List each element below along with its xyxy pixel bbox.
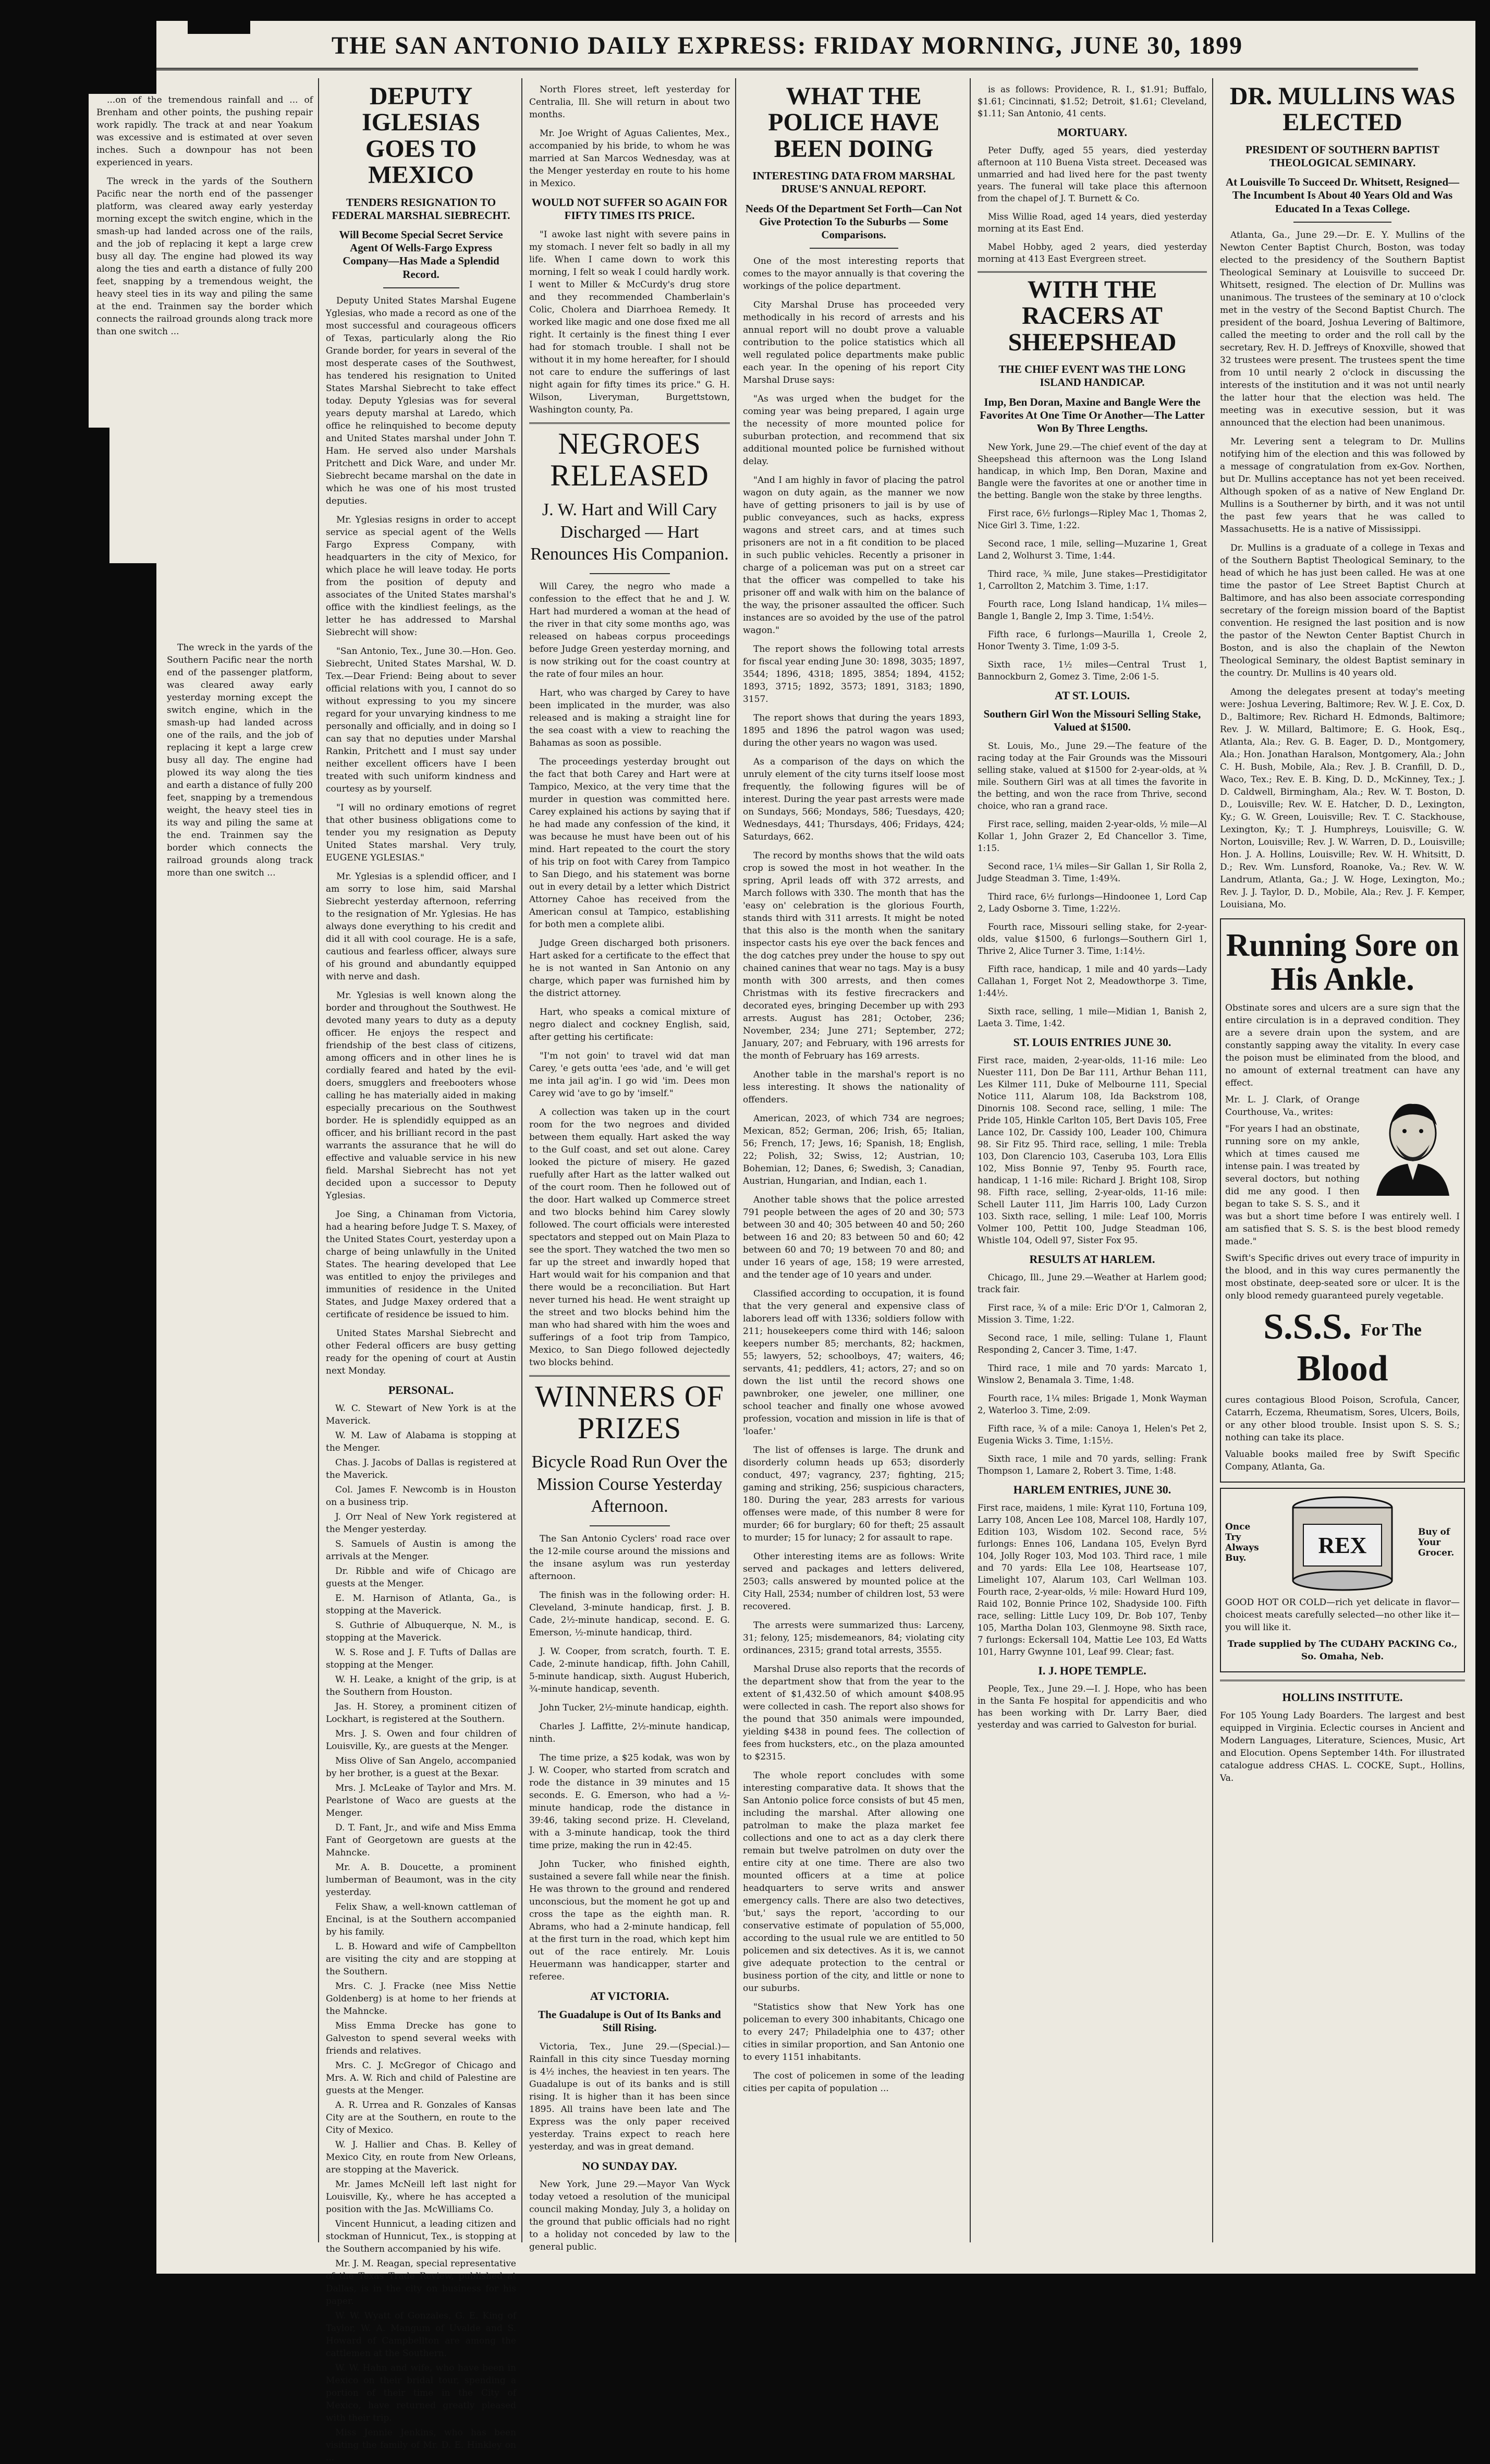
personal-item: Vincent Hunnicut, a leading citizen and stockman of Hunnicut, Tex., is stopping at the Southern accompanied by his wife. [326, 2218, 516, 2254]
deck-secondary: Imp, Ben Doran, Maxine and Bangle Were the Favorites At One Time Or Another—The Latter Won By Three Lengths. [980, 395, 1205, 434]
article-paragraph: Charles J. Laffitte, 2½-minute handicap, ninth. [529, 1721, 730, 1744]
personal-item: E. M. Harnison of Atlanta, Ga., is stopping at the Maverick. [326, 1593, 516, 1616]
personal-item: Mrs. C. J. McGregor of Chicago and Mrs. A. W. Rich and child of Palestine are guests at the Menger. [326, 2060, 516, 2096]
article-paragraph: The whole report concludes with some interesting comparative data. It shows that the San Antonio police force consists of but 45 men, including the marshal. After allowing one patrolman to make the plaza market fee collections and one to act as a day clerk there remain but twelve patrolmen on duty over the entire city at one time. There are also two mounted officers at a time at police headquarters to serve writs and answer emergency calls. There are also two detectives, 'but,' says the report, 'according to our conservative estimate of population of 55,000, according to the usual rule we are entitled to 50 policemen and six detectives. As it is, we cannot give adequate protection to the central or business portion of the city, and little or none to our suburbs. [743, 1770, 964, 1994]
deck: The Guadalupe is Out of Its Banks and Still Rising. [538, 2008, 721, 2034]
article-paragraph: Atlanta, Ga., June 29.—Dr. E. Y. Mullins of the Newton Center Baptist Church, Boston, was today elected to the presidency of the Southern Baptist Theological Seminary at Louisville to succeed Dr. Whitsett, resigned. The election of Dr. Mullins was unanimous. The trustees of the seminary at 10 o'clock met in the vestry of the Second Baptist Church. The president of the board, Joshua Levering of Baltimore, called the meeting to order and the roll call by the secretary, Rev. H. D. Jeffreys of Knoxville, showed that 32 trustees were present. The trustees spent the time from 10 until nearly 2 o'clock in discussing the interests of the institution and it was not until nearly the latter hour that the election was held. The meeting was in executive session, but it was announced that the election had been unanimous. [1220, 229, 1465, 428]
article-paragraph: Hart, who speaks a comical mixture of negro dialect and cockney English, said, after getting his certificate: [529, 1006, 730, 1042]
section-heading: RESULTS AT HARLEM. [1029, 1253, 1155, 1266]
personal-item: S. Samuels of Austin is among the arrivals at the Menger. [326, 1538, 516, 1562]
obituary: Peter Duffy, aged 55 years, died yesterday afternoon at 110 Buena Vista street. Deceased was unmarried and had lived here for the past twenty years. The funeral will take place this afternoon from the chapel of J. T. Burnett & Co. [978, 145, 1207, 203]
can-label: REX [1318, 1532, 1367, 1558]
divider [590, 1525, 670, 1526]
article-paragraph: United States Marshal Siebrecht and other Federal officers are busy getting ready for the opening of court at Austin next Monday. [326, 1328, 516, 1376]
ad-text: cures contagious Blood Poison, Scrofula, Cancer, Catarrh, Eczema, Rheumatism, Sores, Ulcers, Boils, or any other blood trouble. Insist upon S. S. S.; nothing can take its place. [1225, 1394, 1460, 1443]
article-paragraph: One of the most interesting reports that comes to the mayor annually is that covering the workings of the police department. [743, 256, 964, 292]
article-paragraph: ...on of the tremendous rainfall and ... of Brenham and other points, the pushing repair work rapidly. The track at and near Yoakum was excessive and is estimated at over seven inches. Such a downpour has not been experienced in years. [96, 95, 313, 168]
article-paragraph: Judge Green discharged both prisoners. Hart asked for a certificate to the effect that he is not wanted in San Antonio on any charge, which paper was furnished him by the district attorney. [529, 938, 730, 999]
article-paragraph: Joe Sing, a Chinaman from Victoria, had a hearing before Judge T. S. Maxey, of the United States Court, yesterday upon a charge of being unlawfully in the United States. The hearing developed that Lee was entitled to enjoy the privileges and immunities of residence in the United States, and Judge Maxey ordered that a certificate of residence be issued to him. [326, 1209, 516, 1320]
article-paragraph: Another table shows that the police arrested 791 people between the ages of 20 and 30; 573 between 30 and 40; 305 between 40 and 50; 260 between 16 and 20; 83 between 50 and 60; 42 between 60 and 70; 19 between 70 and 80; and under 16 years of age, 158; 19 were arrested, and the tender age of 10 years and under. [743, 1195, 964, 1281]
personal-item: Chas. J. Jacobs of Dallas is registered at the Maverick. [326, 1457, 516, 1480]
article-paragraph: "I will no ordinary emotions of regret that other business obligations come to tender you my resignation as Deputy United States marshal. Very truly, EUGENE YGLESIAS." [326, 802, 516, 863]
headline: WITH THE RACERS AT SHEEPSHEAD [1008, 276, 1177, 356]
article-paragraph: The report shows the following total arrests for fiscal year ending June 30: 1898, 3035; 1897, 3544; 1896, 4318; 1895, 3854; 1894, 4152; 1893, 3715; 1892, 3573; 1891, 3183; 1890, 3157. [743, 644, 964, 705]
ad-text: For 105 Young Lady Boarders. The largest and best equipped in Virginia. Eclectic courses in Ancient and Modern Languages, Literature, Sciences, Music, Art and Elocution. Opens September 14th. For illustrated catalogue address CHAS. L. COCKE, Supt., Hollins, Va. [1220, 1710, 1465, 1783]
personal-item: W. W. Wyatt of Gonzales, G. E. King of Taylor, W. A. Mangum of Uvalde and S. Howard of Campbellton are among the cattlemen at the Southern. [326, 2310, 516, 2359]
article-paragraph: "San Antonio, Tex., June 30.—Hon. Geo. Siebrecht, United States Marshal, W. D. Tex.—Dear Friend: Being about to sever official relations with you, I cannot do so without expressing to you my sincere regard for your unvarying kindness to me personally and officially, and in doing so I can say that no deputies under Marshal Rankin, Pritchett and I must say under neither excellent officers have I been treated with such uniform kindness and courtesy as by yourself. [326, 646, 516, 794]
personal-item: Mr. James McNeill left last night for Louisville, Ky., where he has accepted a position with the Jas. McWilliams Co. [326, 2179, 516, 2215]
advertisement-rex [1220, 1488, 1465, 1672]
race-result: Sixth race, 1 mile and 70 yards, selling: Frank Thompson 1, Lamare 2, Robert 3. Time, 1:48. [978, 1454, 1207, 1476]
personal-item: Mr. A. B. Doucette, a prominent lumberman of Beaumont, was in the city yesterday. [326, 1862, 516, 1898]
ad-text: Obstinate sores and ulcers are a sure sign that the entire circulation is in a depraved condition. They are a severe drain upon the system, and are constantly sapping away the vitality. In every case the poison must be eliminated from the blood, and no amount of external treatment can have any effect. [1225, 1002, 1460, 1088]
race-result: Third race, 1 mile and 70 yards: Marcato 1, Winslow 2, Benamala 3. Time, 1:48. [978, 1363, 1207, 1386]
race-result: Sixth race, 1½ miles—Central Trust 1, Bannockburn 2, Gomez 3. Time, 2:06 1-5. [978, 660, 1207, 682]
section-heading: MORTUARY. [1057, 126, 1127, 139]
personal-item: Miss Olive of San Angelo, accompanied by her brother, is a guest at the Bexar. [326, 1755, 516, 1779]
deck: Bicycle Road Run Over the Mission Course Yesterday Afternoon. [531, 1452, 728, 1516]
race-result: First race, selling, maiden 2-year-olds, ½ mile—Al Kollar 1, John Grazer 2, Ed Chancellor 3. Time, 1:15. [978, 819, 1207, 854]
article-paragraph: Classified according to occupation, it is found that the very general and expensive class of laborers lead off with 1336; soldiers follow with 211; housekeepers come third with 146; saloon keepers number 85; merchants, 82; hackmen, 55; lawyers, 52; schoolboys, 47; waiters, 46; servants, 41; peddlers, 41; actors, 27; and so on down the list until the record shows one pawnbroker, one jeweler, one milliner, one school teacher and finally one whose avowed profession, vocation and mission in life is that of 'loafer.' [743, 1289, 964, 1437]
headline: WINNERS OF PRIZES [535, 1379, 724, 1445]
race-result: First race, 6½ furlongs—Ripley Mac 1, Thomas 2, Nice Girl 3. Time, 1:22. [978, 508, 1207, 531]
article-paragraph: The finish was in the following order: H. Cleveland, 3-minute handicap, first. J. B. Cade, 2½-minute handicap, second. E. G. Emerson, ½-minute handicap, third. [529, 1589, 730, 1638]
article-paragraph: American, 2023, of which 734 are negroes; Mexican, 852; German, 206; Irish, 65; Italian, 56; French, 17; Jews, 16; Spanish, 18; English, 22; Polish, 32; Swiss, 12; Austrian, 10; Bohemian, 12; Danes, 6; Swedish, 3; Canadian, Austrian, Hungarian, and Indian, each 1. [743, 1113, 964, 1187]
column-6 [1220, 83, 1465, 2253]
article-paragraph: The record by months shows that the wild oats crop is sowed the most in hot weather. In the spring, April leads off with 372 arrests, and March follows with 330. The month that has the 'easy on' celebration is the glorious Fourth, stands third with 311 arrests. It might be noted that this also is the month when the sanitary inspector casts his eye over the back fences and the dog catches prey under the house to spy out chained canines that wear no tags. May is a busy month with 300 arrests, and then comes Christmas with its festive firecrackers and decorated eyes, bringing December up with 293 arrests. August has 281; October, 236; November, 234; June 271; September, 272; January, 207; and February, with 196 arrests for the month of February has 169 arrests. [743, 851, 964, 1062]
rex-row [1225, 1493, 1460, 1592]
personal-item: W. S. Rose and J. F. Tufts of Dallas are stopping at the Menger. [326, 1647, 516, 1670]
race-result: New York, June 29.—The chief event of the day at Sheepshead this afternoon was the Long Island handicap, in which Imp, Ben Doran, Maxine and Bangle were the favorites at one or another time in the betting. Bangle won the stake by three lengths. [978, 442, 1207, 501]
article-paragraph: The wreck in the yards of the Southern Pacific near the north end of the passenger platform, was cleared away early yesterday morning except the switch engine, which in the smash-up had landed across one of the rails, and the job of replacing it kept a large crew busy all day. The engine had plowed its way along the ties and earth a distance of fully 200 feet, snapping by a tremendous weight, the heavy steel ties in its way and piling the same at the end. Trainmen say the border which connects the railroad grounds along track more than one switch ... [167, 642, 313, 878]
personal-item: Miss Emma Drecke has gone to Galveston to spend several weeks with friends and relatives. [326, 2020, 516, 2056]
deck-secondary: Needs Of the Department Set Forth—Can Not Give Protection To the Suburbs — Some Comparisons. [745, 202, 962, 241]
article-paragraph: "As was urged when the budget for the coming year was being prepared, I again urge the necessity of more mounted police for suburban protection, and recommend that six additional mounted police be furnished without delay. [743, 394, 964, 467]
race-result: Fourth race, Missouri selling stake, for 2-year-olds, value $1500, 6 furlongs—Southern Girl 1, Thrive 2, Alice Turner 3. Time, 1:14½. [978, 922, 1207, 956]
headline: DEPUTY IGLESIAS GOES TO MEXICO [362, 82, 480, 189]
race-result: St. Louis, Mo., June 29.—The feature of the racing today at the Fair Grounds was the Missouri selling stake, valued at $1500 for 2-year-olds, at ¾ mile. Southern Girl was at all times the favorite in the betting, and won the race from Thrive, second choice, who ran a grand race. [978, 741, 1207, 811]
column-2 [326, 82, 516, 2463]
article-paragraph: Hart, who was charged by Carey to have been implicated in the murder, was also released and is making a straight line for the sea coast with a view to reaching the Bahamas as soon as possible. [529, 687, 730, 748]
personal-item: A. R. Urrea and R. Gonzales of Kansas City are at the Southern, en route to the City of Mexico. [326, 2099, 516, 2135]
article-body [743, 255, 964, 2095]
column-1-fragment [167, 641, 313, 2049]
obituary: Miss Willie Road, aged 14 years, died yesterday morning at its East End. [978, 212, 1207, 234]
brand-name: S.S.S. [1263, 1306, 1352, 1347]
ad-title: Running Sore on His Ankle. [1226, 927, 1459, 997]
personal-item: J. Orr Neal of New York registered at the Menger yesterday. [326, 1511, 516, 1535]
section-heading: I. J. HOPE TEMPLE. [1038, 1664, 1146, 1678]
ad-text: GOOD HOT OR COLD—rich yet delicate in flavor—choicest meats carefully selected—no other like it—you will like it. [1225, 1597, 1460, 1633]
column-rule [521, 78, 522, 2242]
personal-item: Mrs. C. J. Fracke (nee Miss Nettie Goldenberg) is at home to her friends at the Mahncke. [326, 1981, 516, 2017]
personal-item: Mrs. J. McLeake of Taylor and Mrs. M. Pearlstone of Waco are guests at the Menger. [326, 1782, 516, 1818]
deck: J. W. Hart and Will Cary Discharged — Hart Renounces His Companion. [530, 500, 729, 564]
article-paragraph: The report shows that during the years 1893, 1895 and 1896 the patrol wagon was used; during the other years no wagon was used. [743, 713, 964, 749]
section-heading: AT ST. LOUIS. [1054, 689, 1130, 702]
ad-text: Valuable books mailed free by Swift Specific Company, Atlanta, Ga. [1225, 1449, 1460, 1472]
can-illustration [1283, 1493, 1402, 1592]
section-heading: AT VICTORIA. [590, 1989, 669, 2002]
deck: PRESIDENT OF SOUTHERN BAPTIST THEOLOGICAL SEMINARY. [1245, 143, 1439, 169]
article-paragraph: Another table in the marshal's report is no less interesting. It shows the nationality of offenders. [743, 1070, 964, 1106]
column-4 [743, 83, 964, 2253]
personal-item: Miss Jennie Jenkins, who has been visiting the family of Mr. D. E. Hinkley on ... [326, 2427, 516, 2463]
race-result: First race, ¾ of a mile: Eric D'Or 1, Calmoran 2, Mission 3. Time, 1:22. [978, 1303, 1207, 1325]
deck: TENDERS RESIGNATION TO FEDERAL MARSHAL SIEBRECHT. [332, 196, 510, 222]
race-result: Fourth race, 1¼ miles: Brigade 1, Monk Wayman 2, Waterloo 3. Time, 2:09. [978, 1393, 1207, 1416]
column-rule [970, 78, 971, 2242]
column-rule [318, 78, 319, 2242]
deck-secondary: Will Become Special Secret Service Agent Of Wells-Fargo Express Company—Has Made a Splendid Record. [339, 228, 503, 281]
article-paragraph: The time prize, a $25 kodak, was won by J. W. Cooper, who started from scratch and rode the distance in 39 minutes and 15 seconds. E. G. Emerson, who had a ½-minute handicap, rode the distance in 39:46, taking second prize. H. Cleveland, with a 3-minute handicap, took the third time prize, making the run in 42:45. [529, 1752, 730, 1851]
divider [810, 248, 898, 249]
race-result: Fifth race, ¾ of a mile: Canoya 1, Helen's Pet 2, Eugenia Wicks 3. Time, 1:15½. [978, 1424, 1207, 1446]
headline: NEGROES RELEASED [550, 427, 709, 493]
personal-item: W. J. Hallier and Chas. B. Kelley of Mexico City, en route from New Orleans, are stopping at the Maverick. [326, 2139, 516, 2175]
article-paragraph: "I awoke last night with severe pains in my stomach. I never felt so badly in all my life. When I came down to work this morning, I felt so weak I could hardly work. I went to Miller & McCurdy's drug store and they recommended Chamberlain's Colic, Cholera and Diarrhoea Remedy. It worked like magic and one dose fixed me all right. It certainly is the finest thing I ever had for stomach trouble. I shall not be without it in my home hereafter, for I should not care to endure the sufferings of last night again for fifty times its price." G. H. Wilson, Liveryman, Burgettstown, Washington county, Pa. [529, 229, 730, 416]
obituary: Mabel Hobby, aged 2 years, died yesterday morning at 413 East Evergreen street. [978, 242, 1207, 264]
race-result: Fourth race, Long Island handicap, 1¼ miles—Bangle 1, Bangle 2, Imp 3. Time, 1:54½. [978, 599, 1207, 622]
section-heading: NO SUNDAY DAY. [582, 2159, 677, 2173]
article-paragraph: Dr. Mullins is a graduate of a college in Texas and of the Southern Baptist Theological Seminary, to the head of which he has just been called. He was at one time the pastor of Lee Street Baptist Church at Baltimore, and has also been associate corresponding secretary of the foreign mission board of the Baptist convention. He resigned the last position and is now the pastor of the Newton Center Baptist Church in Boston, and is also the chaplain of the Newton Theological Seminary, the oldest Baptist seminary in the country. Dr. Mullins is 40 years old. [1220, 542, 1465, 678]
section-heading: HOLLINS INSTITUTE. [1282, 1690, 1403, 1704]
article-paragraph: Mr. Yglesias is well known along the border and throughout the Southwest. He devoted many years to duty as a deputy officer. He enjoys the respect and friendship of the best class of citizens, among officers and in other lines he is cordially feared and hated by the evil-doers, smugglers and freebooters whose calling he has materially aided in making especially precarious on the Southwest border. He is splendidly equipped as an officer, and his brilliant record in the past warrants the assurance that he will do effective and valuable service in his new field. Marshal Siebrecht has not yet decided upon a successor to Deputy Yglesias. [326, 990, 516, 1201]
advertisement-hollins [1220, 1680, 1465, 1785]
section-heading: ST. LOUIS ENTRIES JUNE 30. [1013, 1036, 1171, 1049]
deck: INTERESTING DATA FROM MARSHAL DRUSE'S ANNUAL REPORT. [752, 169, 955, 196]
column-rule [735, 78, 736, 2242]
article-paragraph: People, Tex., June 29.—I. J. Hope, who has been in the Santa Fe hospital for appendicitis and who has been working with Dr. Larry Baer, died yesterday and was carried to Galveston for burial. [978, 1684, 1207, 1730]
column-1 [96, 94, 313, 641]
personal-item: Felix Shaw, a well-known cattleman of Encinal, is at the Southern accompanied by his family. [326, 1901, 516, 1937]
article-paragraph: The list of offenses is large. The drunk and disorderly column heads up 653; disorderly conduct, 497; vagrancy, 237; fighting, 215; gaming and striking, 256; suspicious characters, 180. During the year, 283 arrests for various offenses were made, of this number 8 were for murder; 66 for burglary; 60 for theft; 25 assault to murder; 15 for lunacy; 2 for assault to rape. [743, 1445, 964, 1544]
race-result: Second race, 1 mile, selling—Muzarine 1, Great Land 2, Wolhurst 3. Time, 1:44. [978, 539, 1207, 561]
divider [1293, 222, 1391, 223]
article-paragraph: Mr. Yglesias resigns in order to accept service as special agent of the Wells Fargo Express Company, with headquarters in the city of Mexico, for which place he will leave today. He ports from the position of deputy and associates of the United States marshal's office with the kindliest feelings, as the letter he has addressed to Marshal Siebrecht will show: [326, 514, 516, 638]
rex-slogan-right: Buy of Your Grocer. [1418, 1526, 1455, 1558]
divider [590, 573, 670, 574]
divider [383, 287, 459, 288]
divider [529, 1375, 730, 1377]
article-paragraph: Will Carey, the negro who made a confession to the effect that he and J. W. Hart had murdered a woman at the head of the river in that city some months ago, was released on habeas corpus proceedings before Judge Green yesterday morning, and is now striking out for the coast country at the rate of four miles an hour. [529, 581, 730, 679]
personals-list [326, 1402, 516, 2464]
advertisement-sss [1220, 918, 1465, 1483]
divider [529, 422, 730, 424]
personal-item: W. H. Leake, a knight of the grip, is at the Southern from Houston. [326, 1674, 516, 1697]
deck-secondary: At Louisville To Succeed Dr. Whitsett, Resigned—The Incumbent Is About 40 Years Old and Was Educated In a Texas College. [1225, 176, 1460, 215]
article-paragraph: is as follows: Providence, R. I., $1.91; Buffalo, $1.61; Cincinnati, $1.52; Detroit, $1.61; Cleveland, $1.11; San Antonio, 41 cents. [978, 84, 1207, 118]
article-paragraph: Mr. Joe Wright of Aguas Calientes, Mex., accompanied by his bride, to whom he was married at San Marcos Wednesday, was at the Menger yesterday en route to his home in Mexico. [529, 128, 730, 189]
article-paragraph: New York, June 29.—Mayor Van Wyck today vetoed a resolution of the municipal council making Monday, July 3, a holiday on the ground that public officials had no right to a holiday not conceded by law to the general public. [529, 2179, 730, 2253]
masthead: THE SAN ANTONIO DAILY EXPRESS: FRIDAY MORNING, JUNE 30, 1899 [156, 31, 1418, 70]
article-paragraph: The proceedings yesterday brought out the fact that both Carey and Hart were at Tampico, Mexico, at the very time that the murder in question was committed here. Carey explained his actions by saying that if he had made any confession of the kind, it was because he must have been out of his mind. Hart repeated to the court the story of his trip on foot with Carey from Tampico to San Diego, and his statement was borne out in every detail by a letter which District Attorney Cahoe has received from the American consul at Tampico, establishing for both men a complete alibi. [529, 756, 730, 930]
portrait-illustration [1366, 1097, 1460, 1196]
race-entries: First race, maiden, 2-year-olds, 11-16 mile: Leo Nuester 111, Don De Bar 111, Arthur Behan 111, Les Kilmer 111, Duke of Melbourne 111, Special Notice 111, Alarum 108, Ida Backstrom 108, Dinornis 108. Second race, selling, 1 mile: The Pride 105, Hinkle Carlton 105, Bert Davis 105, Free Lance 102, Dr. Cassidy 100, Leader 100, Chimura 98. Sir Fitz 95. Third race, selling, 1 mile: Trebla 103, Don Clarencio 103, Caseruba 103, Lora Ellis 102, Miss Bonnie 97, Tenby 95. Fourth race, handicap, 1 1-16 mile: Richard J. Bright 108, Sirop 98. Fifth race, selling, 2-year-olds, 11-16 mile: Schell Lauter 111, Jim Harris 100, Lady Curzon 103. Sixth race, selling, 1 mile: Leaf 100, Morris Volmer 100, Pettit 100, Judge Steadman 106, Whistle 104, Odell 97, Sister Fox 95. [978, 1055, 1207, 1246]
race-result: Fifth race, 6 furlongs—Maurilla 1, Creole 2, Honor Twenty 3. Time, 1:09 3-5. [978, 629, 1207, 652]
brand-blood: Blood [1297, 1348, 1388, 1389]
race-result: Fifth race, handicap, 1 mile and 40 yards—Lady Callahan 1, Forget Not 2, Meadowthorpe 3. Time, 1:44½. [978, 964, 1207, 999]
article-paragraph: Mr. Yglesias is a splendid officer, and I am sorry to lose him, said Marshal Siebrecht yesterday afternoon, referring to the resignation of Mr. Yglesias. He has always done everything to his credit and did it all with cool courage. He is a safe, cautious and fearless officer, always sure of his ground and abundantly equipped with nerve and dash. [326, 871, 516, 982]
article-paragraph: North Flores street, left yesterday for Centralia, Ill. She will return in about two months. [529, 84, 730, 120]
race-results [978, 441, 1207, 683]
article-paragraph: Victoria, Tex., June 29.—(Special.)—Rainfall in this city since Tuesday morning is 4½ inches, the heaviest in ten years. The Guadalupe is out of its banks and is still rising. It is higher than it has been since 1895. All trains have been late and The Express was the only paper received yesterday. Trains expect to reach here yesterday, and was in great demand. [529, 2042, 730, 2153]
deck: Southern Girl Won the Missouri Selling Stake, Valued at $1500. [983, 708, 1201, 734]
section-heading: WOULD NOT SUFFER SO AGAIN FOR FIFTY TIMES ITS PRICE. [531, 196, 728, 222]
article-paragraph: "I'm not goin' to travel wid dat man Carey, 'e gets outta 'ees 'ade, and 'e will get me inta jail ag'in. I go wid 'im. Dees mon Carey wid 'ave to go by 'imself." [529, 1050, 730, 1099]
brand-for: For The [1360, 1320, 1422, 1340]
ad-text: Swift's Specific drives out every trace of impurity in the blood, and in this way cures permanently the most obstinate, deep-seated sore or ulcer. It is the only blood remedy guaranteed purely vegetable. [1225, 1253, 1460, 1301]
race-results [978, 1271, 1207, 1477]
headline: DR. MULLINS WAS ELECTED [1229, 82, 1456, 137]
race-result: Third race, 6½ furlongs—Hindoonee 1, Lord Cap 2, Lady Osborne 3. Time, 1:22½. [978, 892, 1207, 914]
article-paragraph: Other interesting items are as follows: Write served and packages and letters delivered, 2503; calls answered by mounted police at the City Hall, 2534; number of children lost, 53 were recovered. [743, 1551, 964, 1612]
deck: THE CHIEF EVENT WAS THE LONG ISLAND HANDICAP. [998, 363, 1186, 389]
article-paragraph: The cost of policemen in some of the leading cities per capita of population ... [743, 2071, 964, 2094]
personal-item: L. B. Howard and wife of Campbellton are visiting the city and are stopping at the Southern. [326, 1941, 516, 1977]
race-result: Sixth race, selling, 1 mile—Midian 1, Banish 2, Laeta 3. Time, 1:42. [978, 1006, 1207, 1029]
divider [978, 271, 1207, 273]
section-heading: HARLEM ENTRIES, JUNE 30. [1013, 1483, 1171, 1497]
personal-item: D. T. Fant, Jr., and wife and Miss Emma Fant of Georgetown are guests at the Mahncke. [326, 1822, 516, 1858]
article-paragraph: As a comparison of the days on which the unruly element of the city turns itself loose most frequently, the following figures will be of interest. During the year past arrests were made on Sundays, 566; Mondays, 586; Tuesdays, 420; Wednesdays, 441; Thursdays, 406; Fridays, 424; Saturdays, 662. [743, 757, 964, 843]
article-paragraph: "And I am highly in favor of placing the patrol wagon on duty again, as the manner we now have of getting prisoners to jail is by use of public conveyances, such as hacks, express wagons and street cars, and at times such prisoners are not in a fit condition to be placed in such public vehicles. Recently a prisoner in charge of a policeman was put on a street car that the officer was compelled to take his prisoner off and walk with him on the balance of the way, the prisoner assaulted the officer. Such instances are so avoided by the use of the patrol wagon." [743, 475, 964, 636]
article-paragraph: John Tucker, who finished eighth, sustained a severe fall while near the finish. He was thrown to the ground and rendered unconscious, but the moment he got up and cross the tape as the eighth man. R. Abrams, who had a 2-minute handicap, fell at the first turn in the road, which kept him out of the race entirely. Mr. Louis Heuermann was handicapper, starter and referee. [529, 1859, 730, 1982]
personal-item: W. C. Stewart of New York is at the Maverick. [326, 1403, 516, 1426]
column-5 [978, 83, 1207, 2253]
section-heading: PERSONAL. [388, 1383, 454, 1397]
column-rule [1212, 78, 1213, 2242]
race-results [978, 740, 1207, 1029]
rex-slogan-left: Once Try Always Buy. [1225, 1521, 1259, 1563]
personal-item: Mr. J. M. Reagan, special representative of the Texas Trade Review, published at Dallas, is in the city on business for his paper. [326, 2258, 516, 2307]
article-paragraph: John Tucker, 2½-minute handicap, eighth. [540, 1702, 729, 1713]
ad-text: Mr. L. J. Clark, of Orange Courthouse, Va., writes: [1225, 1094, 1360, 1118]
race-result: Second race, 1 mile, selling: Tulane 1, Flaunt Responding 2, Cancer 3. Time, 1:47. [978, 1333, 1207, 1355]
personal-item: Dr. Ribble and wife of Chicago are guests at the Menger. [326, 1565, 516, 1589]
race-entries: First race, maidens, 1 mile: Kyrat 110, Fortuna 109, Larry 108, Ancen Lee 108, Marcel 108, Hardly 107, Edition 103, Wisdom 102. Second race, 5½ furlongs: Ennes 106, Landana 105, Evelyn Byrd 104, Jolly Roger 103, Mod 103. Third race, 1 mile and 70 yards: Ella Lee 108, Heartsease 107, Limelight 107, Alarum 103, Carl Wellman 103. Fourth race, 2-year-olds, ½ mile: Howard Hurd 109, Raid 102, Bonnie Prince 102, Shadyside 100. Fifth race, selling: Little Lucy 109, Dr. Bob 107, Tenby 105, Martha Dolan 103, Glenmoyne 98. Sixth race, 7 furlongs: Eckersall 104, Mattie Lee 103, Ed Watts 101, Harry Gwynne 101, Leaf 99. Clear; fast. [978, 1503, 1207, 1657]
race-result: Chicago, Ill., June 29.—Weather at Harlem good; track fair. [978, 1272, 1207, 1295]
personal-item: Jas. H. Storey, a prominent citizen of Lockhart, is registered at the Southern. [326, 1701, 516, 1725]
article-paragraph: "Statistics show that New York has one policeman to every 300 inhabitants, Chicago one to every 247; Philadelphia one to 437; other cities in similar proportion, and San Antonio one to every 1151 inhabitants. [743, 2002, 964, 2063]
article-paragraph: J. W. Cooper, from scratch, fourth. T. E. Cade, 2-minute handicap, fifth. John Cahill, 5-minute handicap, sixth. August Huberich, ¾-minute handicap, seventh. [529, 1646, 730, 1694]
ad-testimony: "For years I had an obstinate, running sore on my ankle, which at times caused me intense pain. I was treated by several doctors, but nothing did me any good. I then began to take S. S. S., and it was but a short time before I was entirely well. I am satisfied that S. S. S. is the best blood remedy made." [1225, 1123, 1460, 1247]
article-paragraph: A collection was taken up in the court room for the two negroes and divided between them equally. Hart asked the way to the Gulf coast, and set out alone. Carey looked the picture of misery. He gazed ruefully after Hart as the latter walked out of the court room. Then he followed out of the door. Hart walked up Commerce street and two blocks behind him Carey slowly followed. The court officials were interested spectators and stepped out on Main Plaza to see the sport. They watched the two men so far up the street and inwardly hoped that Hart would wait for his companion and that there would be a reconciliation. But Hart never turned his head. He went straight up the street and two blocks behind him the man who had shared with him the woes and sufferings of a foot trip from Tampico, Mexico, to San Diego followed dejectedly two blocks behind. [529, 1107, 730, 1368]
article-paragraph: Mr. Levering sent a telegram to Dr. Mullins notifying him of the election and this was followed by a message of congratulation from ex-Gov. Northen, but Dr. Mullins acceptance has not yet been received. Although spoken of as a native of New England Dr. Mullins is a Southerner by birth, and it was not until the past few years that he was called to Massachusetts. He is a native of Mississippi. [1220, 436, 1465, 535]
column-3 [529, 83, 730, 2253]
article-paragraph: City Marshal Druse has proceeded very methodically in his record of arrests and his annual report will no doubt prove a valuable contribution to the police statistics which all well regulated police departments make public each year. In the opening of his report City Marshal Druse says: [743, 300, 964, 386]
ad-trade: Trade supplied by The CUDAHY PACKING Co., So. Omaha, Neb. [1227, 1638, 1458, 1662]
article-paragraph: Among the delegates present at today's meeting were: Joshua Levering, Baltimore; Rev. W. J. E. Cox, D. D., Baltimore; Rev. Richard H. Edmonds, Baltimore; Rev. J. W. Millard, Baltimore; E. G. Hook, Esq., Atlanta, Ala.; Rev. G. B. Eager, D. D., Montgomery, Ala.; Hon. Jonathan Haralson, Montgomery, Ala.; John C. H. Bush, Mobile, Ala.; Rev. J. B. Cranfill, D. D., Waco, Tex.; Rev. E. B. King, D. D., McKinney, Tex.; J. D. Caldwell, Birmingham, Ala.; Rev. W. T. Boston, D. D., Louisville; Rev. W. E. Hatcher, D. D., Lexington, Ky.; G. W. Green, Louisville; Rev. T. C. Stackhouse, Lexington, Ky.; T. J. Humphreys, Louisville; G. W. Norton, Louisville; Rev. J. W. Warren, D. D., Louisville; Hon. J. A. Hollins, Louisville; Rev. W. H. Whitsitt, D. D.; Rev. Wm. Lunsford, Roanoke, Va.; Rev. W. W. Landrum, Atlanta, Ga.; J. W. Hoge, Lexington, Mo.; Rev. J. J. Taylor, D. D., Mobile, Ala.; Rev. J. F. Kemper, Louisiana, Mo. [1220, 686, 1465, 910]
headline: WHAT THE POLICE HAVE BEEN DOING [768, 82, 939, 163]
race-result: Second race, 1¼ miles—Sir Gallan 1, Sir Rolla 2, Judge Steadman 3. Time, 1:49¾. [978, 861, 1207, 884]
personal-item: W. M. Law of Alabama is stopping at the Menger. [326, 1430, 516, 1453]
article-paragraph: The San Antonio Cyclers' road race over the 12-mile course around the missions and the insane asylum was run yesterday afternoon. [529, 1533, 730, 1582]
article-paragraph: The wreck in the yards of the Southern Pacific near the north end of the passenger platform, was cleared away early yesterday morning except the switch engine, which in the smash-up had landed across one of the rails, and the job of replacing it kept a large crew busy all day. The engine had plowed its way along the ties and earth a distance of fully 200 feet, snapping by a tremendous weight, the heavy steel ties in its way and piling the same at the end. Trainmen say the border which connects the railroad grounds along track more than one switch ... [96, 176, 313, 337]
article-paragraph: The arrests were summarized thus: Larceny, 31; felony, 125; misdemeanors, 84; violating city ordinances, 2315; grand total arrests, 3555. [743, 1620, 964, 1656]
personal-item: Col. James F. Newcomb is in Houston on a business trip. [326, 1484, 516, 1508]
personal-item: Mrs. J. S. Owen and four children of Louisville, Ky., are guests at the Menger. [326, 1728, 516, 1752]
race-result: Third race, ¾ mile, June stakes—Prestidigitator 1, Carrollton 2, Matchim 3. Time, 1:17. [978, 569, 1207, 591]
personal-item: W. W. Hahn and wife, who have been in Mexico on their bridal tour, spending a portion of their time in the City of Mexico, have returned greatly pleased with their trip. [326, 2362, 516, 2423]
article-paragraph: Deputy United States Marshal Eugene Yglesias, who made a record as one of the most successful and courageous officers of Texas, particularly along the Rio Grande border, for years in several of the most desperate cases of the Southwest, has tendered his resignation to United States Marshal Siebrecht to take effect today. Deputy Yglesias was for several years deputy marshal at Laredo, which office he relinquished to become deputy and United States marshal under John T. Ham. He served also under Marshals Pritchett and Dick Ware, and under Mr. Siebrecht became marshal on the date in which he was one of his most trusted deputies. [326, 295, 516, 506]
sss-logo [1225, 1306, 1460, 1390]
personal-item: S. Guthrie of Albuquerque, N. M., is stopping at the Maverick. [326, 1620, 516, 1643]
article-paragraph: Marshal Druse also reports that the records of the department show that from the year to the extent of $1,432.50 of which amount $408.95 were collected in cash. The report also shows for the pound that 350 animals were impounded, yielding $438 in pound fees. The collection of fees from hucksters, etc., on the plaza amounted to $2315. [743, 1664, 964, 1763]
